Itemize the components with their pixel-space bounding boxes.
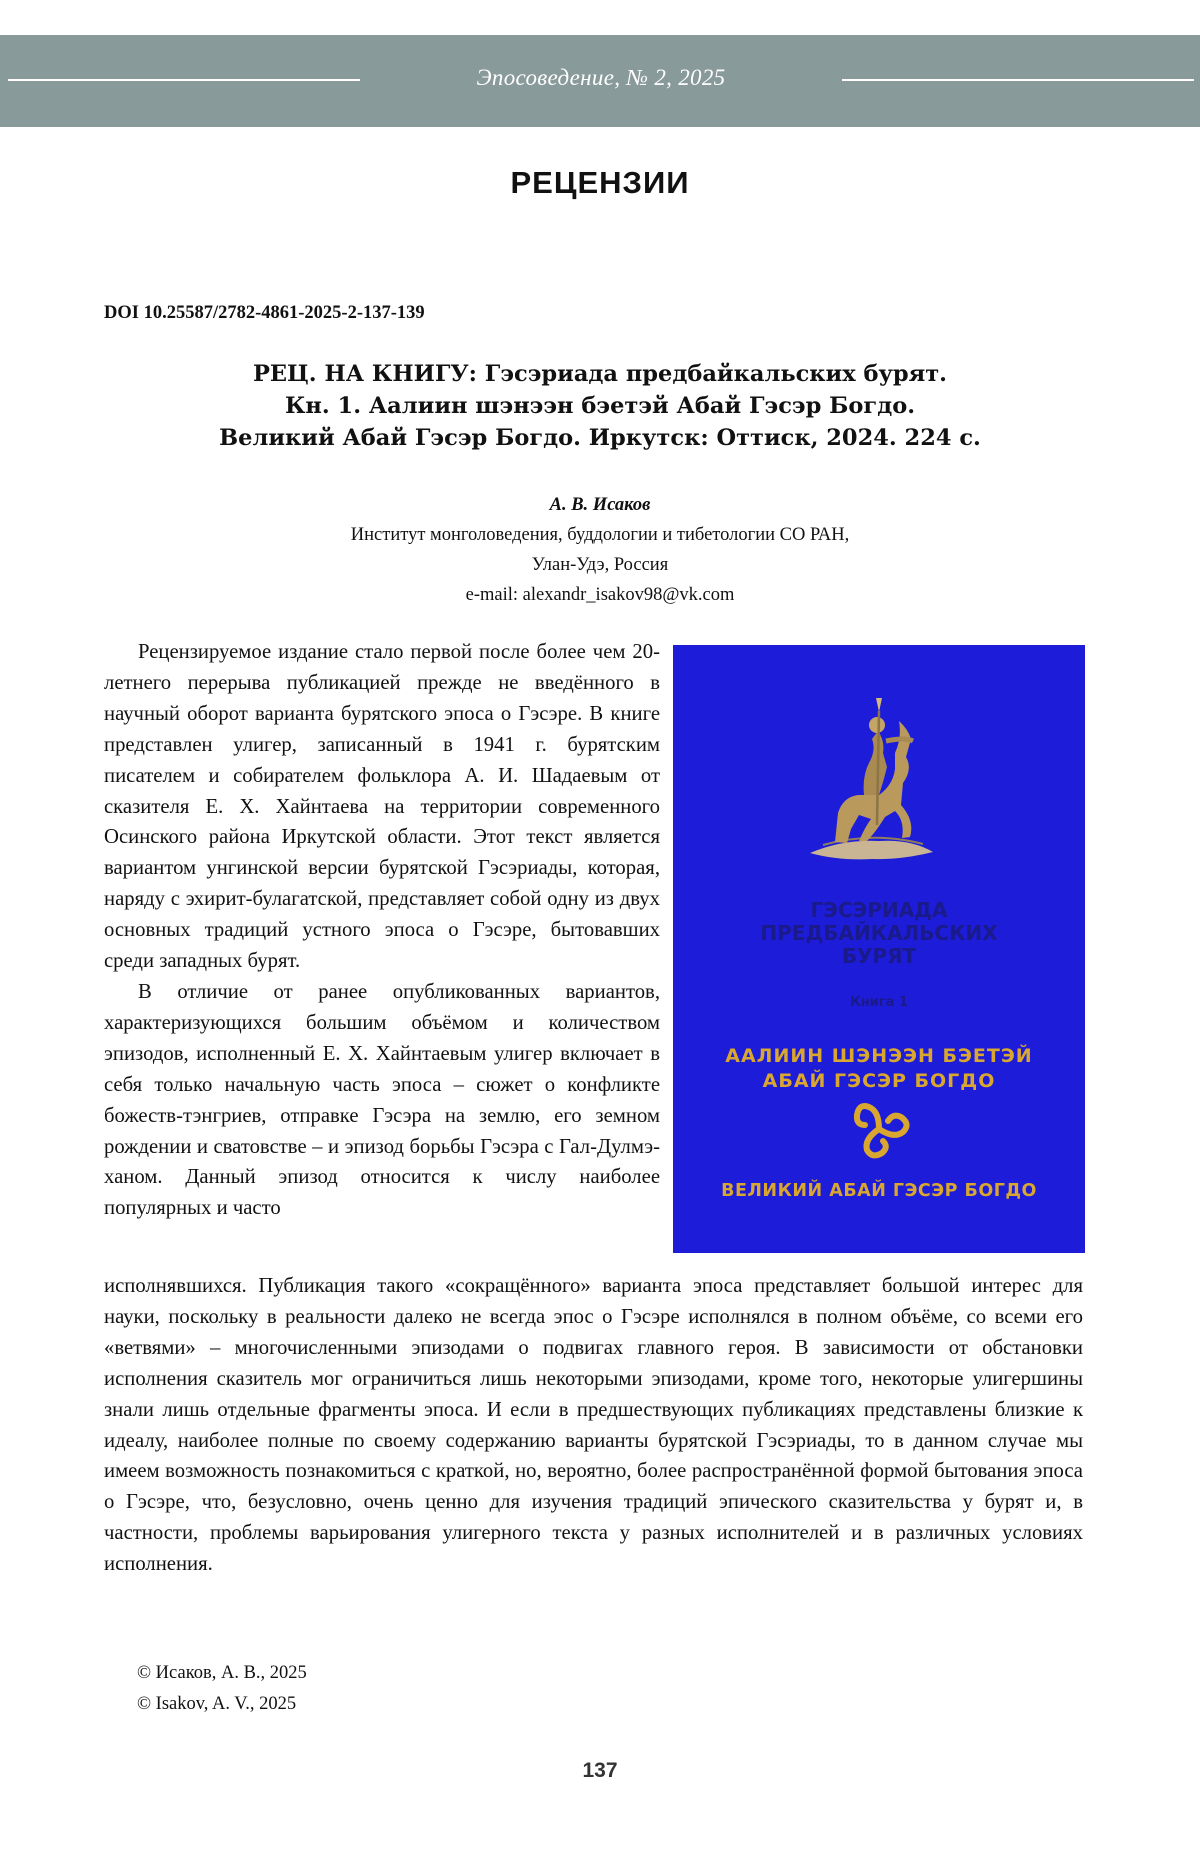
cover-book-number: Книга 1 [850,995,908,1010]
cover-title-line: БУРЯТ [841,944,917,968]
triskelion-icon [857,1106,907,1155]
cover-subtitle-line: ААЛИИН ШЭНЭЭН БЭЕТЭЙ [725,1045,1033,1067]
paragraph-2-start: В отличие от ранее опубликованных вариантов, характеризующихся большим объёмом и количеством эпизодов, исполненный Е. Х. Хайнтаевым улигер включает в себя только начальную часть эпоса – сюжет о конфликте божеств-тэнгриев, отправке Гэсэра на землю, его земном рождении и сватовстве – и эпизод борьбы Гэсэра с Гал-Дулмэ-ханом. Данный эпизод относится к числу наиболее популярных и часто [104,980,660,1220]
article-title-line: Кн. 1. Аалиин шэнээн бэетэй Абай Гэсэр Богдо. [284,393,916,419]
author-city: Улан-Удэ, Россия [531,555,669,575]
book-cover-image [673,645,1085,1253]
author-email: e-mail: alexandr_isakov98@vk.com [465,585,735,605]
header-rule-right [842,79,1194,81]
section-title: РЕЦЕНЗИИ [510,165,690,200]
author-name: А. В. Исаков [549,495,651,515]
body-full-width [104,1271,1083,1580]
copyright-en: © Isakov, A. V., 2025 [137,1694,297,1714]
body-column [104,637,660,1224]
copyright-block [137,1658,307,1720]
paragraph-2-continued: исполнявшихся. Публикация такого «сокращённого» варианта эпоса представляет большой интерес для науки, поскольку в реальности далеко не всегда эпос о Гэсэре исполнялся в полном объёме, со всеми его «ветвями» – многочисленными эпизодами о подвигах главного героя. В зависимости от обстановки исполнения сказитель мог ограничиться лишь некоторыми эпизодами, кроме того, некоторые улигершины знали лишь отдельные фрагменты эпоса. И если в предшествующих публикациях представлены близкие к идеалу, наиболее полные по своему содержанию варианты бурятской Гэсэриады, то в данном случае мы имеем возможность познакомиться с краткой, но, вероятно, более распространённой формой бытования эпоса о Гэсэре, что, безусловно, очень ценно для изучения традиций эпического сказительства у бурят и, в частности, проблемы варьирования улигерного текста у разных исполнителей и в различных условиях исполнения. [104,1275,1083,1576]
journal-title: Эпосоведение, № 2, 2025 [476,65,726,90]
cover-title-line: ПРЕДБАЙКАЛЬСКИХ [760,921,998,945]
cover-bottom-title: ВЕЛИКИЙ АБАЙ ГЭСЭР БОГДО [721,1181,1037,1201]
page-number: 137 [582,1759,618,1782]
article-title-line: Великий Абай Гэсэр Богдо. Иркутск: Оттиск, 2024. 224 с. [219,425,981,451]
cover-subtitle-line: АБАЙ ГЭСЭР БОГДО [762,1070,996,1092]
article-title [0,358,1200,454]
author-institution: Институт монголоведения, буддологии и тибетологии СО РАН, [350,525,850,545]
journal-header-band [0,35,1200,127]
copyright-ru: © Исаков, А. В., 2025 [137,1663,307,1683]
author-block [0,490,1200,610]
horseman-statue-icon [810,698,933,859]
cover-title-line: ГЭСЭРИАДА [810,898,948,922]
paragraph-1: Рецензируемое издание стало первой после более чем 20-летнего перерыва публикацией прежде не введённого в научный оборот варианта бурятского эпоса о Гэсэре. В книге представлен улигер, записанный в 1941 г. бурятским писателем и собирателем фольклора А. И. Шадаевым от сказителя Е. Х. Хайнтаева на территории современного Осинского района Иркутской области. Этот текст является вариантом унгинской версии бурятской Гэсэриады, которая, наряду с эхирит-булагатской, представляет собой одну из двух основных традиций устного эпоса о Гэсэре, бытовавших среди западных бурят. [104,641,660,973]
header-rule-left [8,79,360,81]
doi: DOI 10.25587/2782-4861-2025-2-137-139 [104,303,425,323]
article-title-line: РЕЦ. НА КНИГУ: Гэсэриада предбайкальских бурят. [252,361,948,387]
